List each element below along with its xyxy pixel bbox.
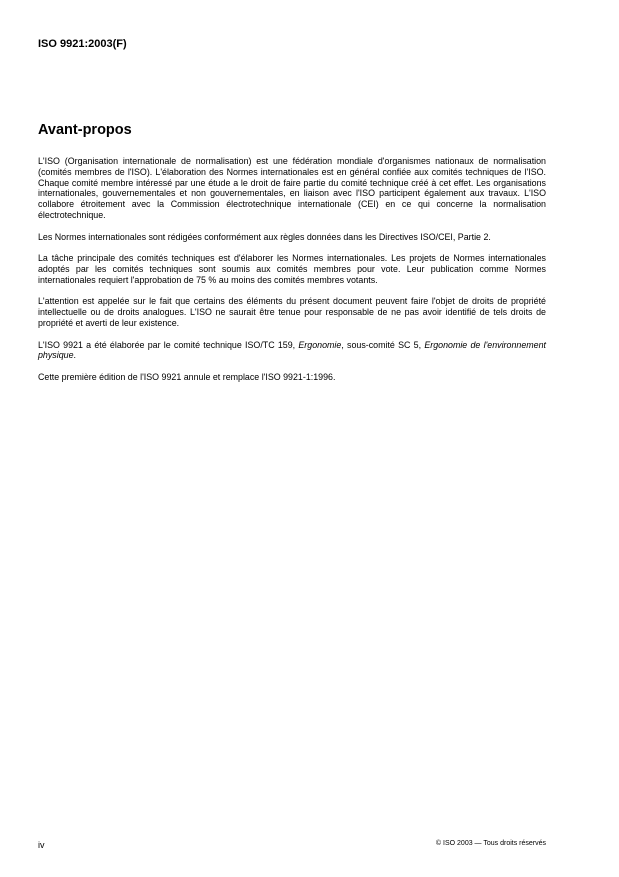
committee-title: Ergonomie — [298, 339, 342, 350]
paragraph-2: Les Normes internationales sont rédigées conformément aux règles données dans les Directives ISO/CEI, Partie 2. — [38, 231, 491, 242]
document-body — [38, 156, 546, 394]
paragraph-5-text-after: . — [73, 350, 76, 361]
paragraph-1: L'ISO (Organisation internationale de normalisation) est une fédération mondiale d'organismes nationaux de normalisation (comités membres de l'ISO). L'élaboration des Normes internationales est en général confiée aux comités techniques de l'ISO. Chaque comité membre intéressé par une étude a le droit de faire partie du comité technique créé à cet effet. Les organisations internationales, gouvernementales et non gouvernementales, en liaison avec l'ISO participent également aux travaux. L'ISO collabore étroitement avec la Commission électrotechnique internationale (CEI) en ce qui concerne la normalisation électrotechnique. — [38, 156, 546, 220]
copyright-notice: © ISO 2003 — Tous droits réservés — [435, 840, 546, 847]
paragraph-5-text-before: L'ISO 9921 a été élaborée par le comité technique ISO/TC 159, — [38, 339, 299, 350]
paragraph-6: Cette première édition de l'ISO 9921 annule et remplace l'ISO 9921-1:1996. — [38, 371, 336, 382]
paragraph-4: L'attention est appelée sur le fait que certains des éléments du présent document peuvent faire l'objet de droits de propriété intellectuelle ou de droits analogues. L'ISO ne saurait être tenue pour responsable de ne pas avoir identifié de tels droits de propriété et averti de leur existence. — [38, 296, 546, 328]
paragraph-5-text-middle: , sous-comité SC 5, — [341, 339, 425, 350]
paragraph-5 — [38, 340, 546, 362]
page-number: iv — [38, 840, 45, 850]
document-header-id: ISO 9921:2003(F) — [38, 38, 127, 50]
subcommittee-title: Ergonomie de l'environnement physique — [38, 339, 546, 361]
page-title: Avant-propos — [38, 122, 132, 138]
paragraph-3: La tâche principale des comités techniques est d'élaborer les Normes internationales. Les projets de Normes internationales adoptés par les comités techniques sont soumis aux comités membres pour vote. Leur publication comme Normes internationales requiert l'approbation de 75 % au moins des comités membres votants. — [38, 253, 546, 285]
